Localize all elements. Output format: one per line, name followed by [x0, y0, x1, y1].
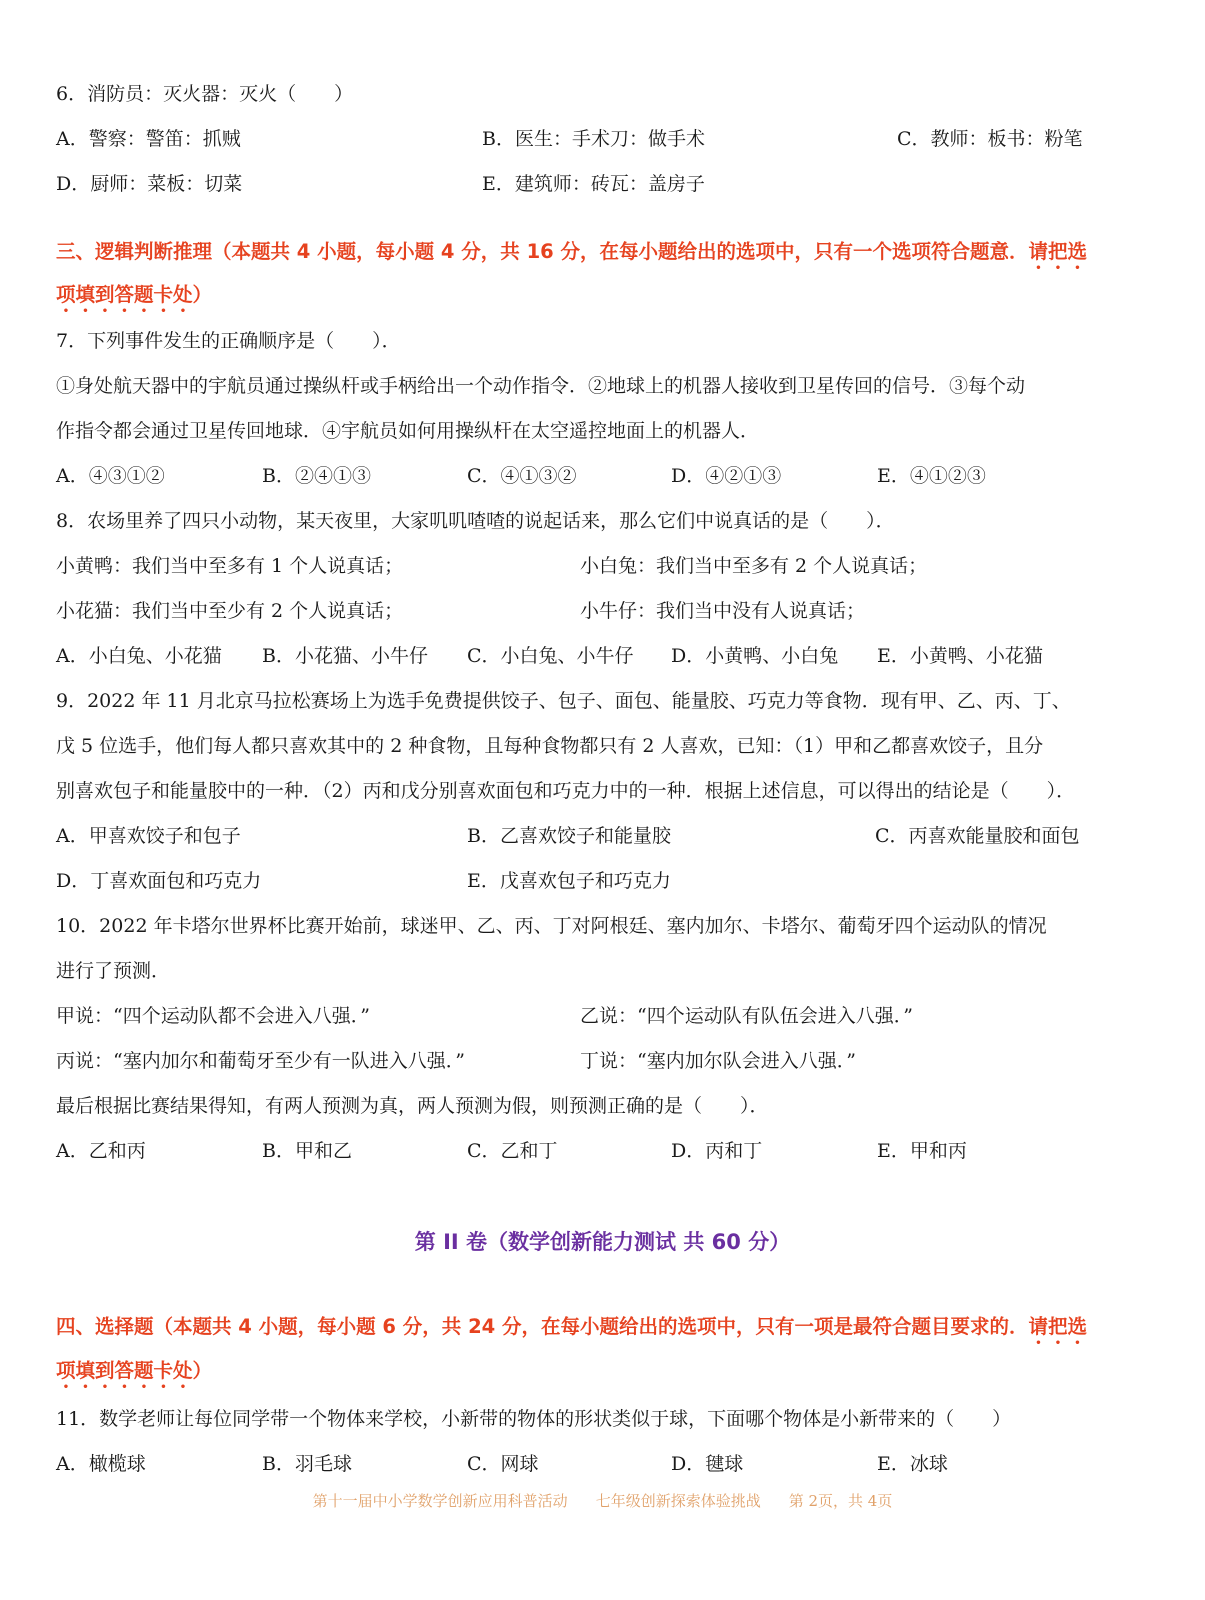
q8-option-e: E．小黄鸭、小花猫: [877, 645, 1043, 667]
section4-heading: [56, 1313, 1096, 1349]
q7-body-1: ①身处航天器中的宇航员通过操纵杆或手柄给出一个动作指令．②地球上的机器人接收到卫星传回的信号．③每个动: [56, 375, 1026, 397]
q7-option-d: D．④②①③: [671, 465, 782, 487]
q9-option-c: C．丙喜欢能量胶和面包: [875, 825, 1080, 847]
q11-option-a: A．橄榄球: [56, 1453, 146, 1475]
page-footer: [0, 1490, 1205, 1511]
part2-title: 第 II 卷（数学创新能力测试 共 60 分）: [414, 1230, 791, 1254]
q7-option-b: B．②④①③: [262, 465, 371, 487]
q9-line-3: 别喜欢包子和能量胶中的一种．（2）丙和戊分别喜欢面包和巧克力中的一种．根据上述信息，可以得出的结论是（ ）．: [56, 780, 1076, 802]
section3-heading-emphasis: 请把选: [1028, 240, 1088, 263]
q10-option-b: B．甲和乙: [262, 1140, 352, 1162]
q10-option-c: C．乙和丁: [467, 1140, 558, 1162]
section4-heading-close: ）: [192, 1359, 213, 1382]
q8-option-b: B．小花猫、小牛仔: [262, 645, 428, 667]
q8-statement-1: 小黄鸭：我们当中至多有 1 个人说真话；: [56, 555, 404, 577]
section4-heading-emphasis2: 项填到答题卡处: [56, 1359, 193, 1382]
q10-statement-2: 乙说：“四个运动队有队伍会进入八强．”: [580, 1005, 913, 1027]
footer-grade: 七年级创新探索体验挑战: [595, 1492, 761, 1510]
q9-option-a: A．甲喜欢饺子和包子: [56, 825, 241, 847]
q8-option-c: C．小白兔、小牛仔: [467, 645, 634, 667]
q9-line-2: 戊 5 位选手，他们每人都只喜欢其中的 2 种食物，且每种食物都只有 2 人喜欢，已知：（1）甲和乙都喜欢饺子，且分: [56, 735, 1044, 757]
q9-option-d: D．丁喜欢面包和巧克力: [56, 870, 262, 892]
q11-option-e: E．冰球: [877, 1453, 948, 1475]
q10-line-3: 最后根据比赛结果得知，有两人预测为真，两人预测为假，则预测正确的是（ ）．: [56, 1095, 769, 1117]
footer-page-number: 第 2页，共 4页: [788, 1492, 893, 1510]
q10-option-e: E．甲和丙: [877, 1140, 967, 1162]
q6-option-a: A．警察：警笛：抓贼: [56, 128, 241, 150]
q6-option-b: B．医生：手术刀：做手术: [482, 128, 705, 150]
section4-heading-cont: [56, 1357, 1096, 1393]
q10-statement-3: 丙说：“塞内加尔和葡萄牙至少有一队进入八强．”: [56, 1050, 465, 1072]
q7-stem: 7．下列事件发生的正确顺序是（ ）．: [56, 330, 401, 352]
section3-heading-cont: [56, 281, 1096, 317]
q10-statement-4: 丁说：“塞内加尔队会进入八强．”: [580, 1050, 856, 1072]
q11-option-c: C．网球: [467, 1453, 539, 1475]
footer-event: 第十一届中小学数学创新应用科普活动: [312, 1492, 568, 1510]
q10-line-1: 10．2022 年卡塔尔世界杯比赛开始前，球迷甲、乙、丙、丁对阿根廷、塞内加尔、卡塔尔、葡萄牙四个运动队的情况: [56, 915, 1047, 937]
q7-option-c: C．④①③②: [467, 465, 577, 487]
q10-option-a: A．乙和丙: [56, 1140, 146, 1162]
q9-line-1: 9．2022 年 11 月北京马拉松赛场上为选手免费提供饺子、包子、面包、能量胶、巧克力等食物．现有甲、乙、丙、丁、: [56, 690, 1071, 712]
q6-option-e: E．建筑师：砖瓦：盖房子: [482, 173, 705, 195]
section3-heading-emphasis2: 项填到答题卡处: [56, 283, 193, 306]
q8-stem: 8．农场里养了四只小动物，某天夜里，大家叽叽喳喳的说起话来，那么它们中说真话的是（ ）．: [56, 510, 895, 532]
q10-line-2: 进行了预测．: [56, 960, 171, 982]
q11-option-d: D．毽球: [671, 1453, 744, 1475]
section3-heading-text: 三、逻辑判断推理（本题共 4 小题，每小题 4 分，共 16 分，在每小题给出的选项中，只有一个选项符合题意．: [56, 240, 1029, 263]
q7-body-2: 作指令都会通过卫星传回地球．④宇航员如何用操纵杆在太空遥控地面上的机器人．: [56, 420, 760, 442]
q11-stem: 11．数学老师让每位同学带一个物体来学校，小新带的物体的形状类似于球，下面哪个物体是小新带来的（ ）: [56, 1408, 1012, 1430]
section4-heading-emphasis: 请把选: [1028, 1315, 1088, 1338]
section3-heading: [56, 238, 1096, 274]
q8-option-a: A．小白兔、小花猫: [56, 645, 222, 667]
section4-heading-text: 四、选择题（本题共 4 小题，每小题 6 分，共 24 分，在每小题给出的选项中，只有一项是最符合题目要求的．: [56, 1315, 1029, 1338]
q11-option-b: B．羽毛球: [262, 1453, 352, 1475]
q7-option-a: A．④③①②: [56, 465, 165, 487]
q8-option-d: D．小黄鸭、小白兔: [671, 645, 839, 667]
section3-heading-close: ）: [192, 283, 213, 306]
q8-statement-2: 小白兔：我们当中至多有 2 个人说真话；: [580, 555, 928, 577]
q10-statement-1: 甲说：“四个运动队都不会进入八强．”: [56, 1005, 370, 1027]
q9-option-b: B．乙喜欢饺子和能量胶: [467, 825, 671, 847]
q8-statement-3: 小花猫：我们当中至少有 2 个人说真话；: [56, 600, 404, 622]
q9-option-e: E．戊喜欢包子和巧克力: [467, 870, 671, 892]
q7-option-e: E．④①②③: [877, 465, 986, 487]
q6-option-c: C．教师：板书：粉笔: [897, 128, 1083, 150]
q10-option-d: D．丙和丁: [671, 1140, 763, 1162]
q6-option-d: D．厨师：菜板：切菜: [56, 173, 243, 195]
q8-statement-4: 小牛仔：我们当中没有人说真话；: [580, 600, 866, 622]
q6-stem: 6．消防员：灭火器：灭火（ ）: [56, 83, 354, 105]
